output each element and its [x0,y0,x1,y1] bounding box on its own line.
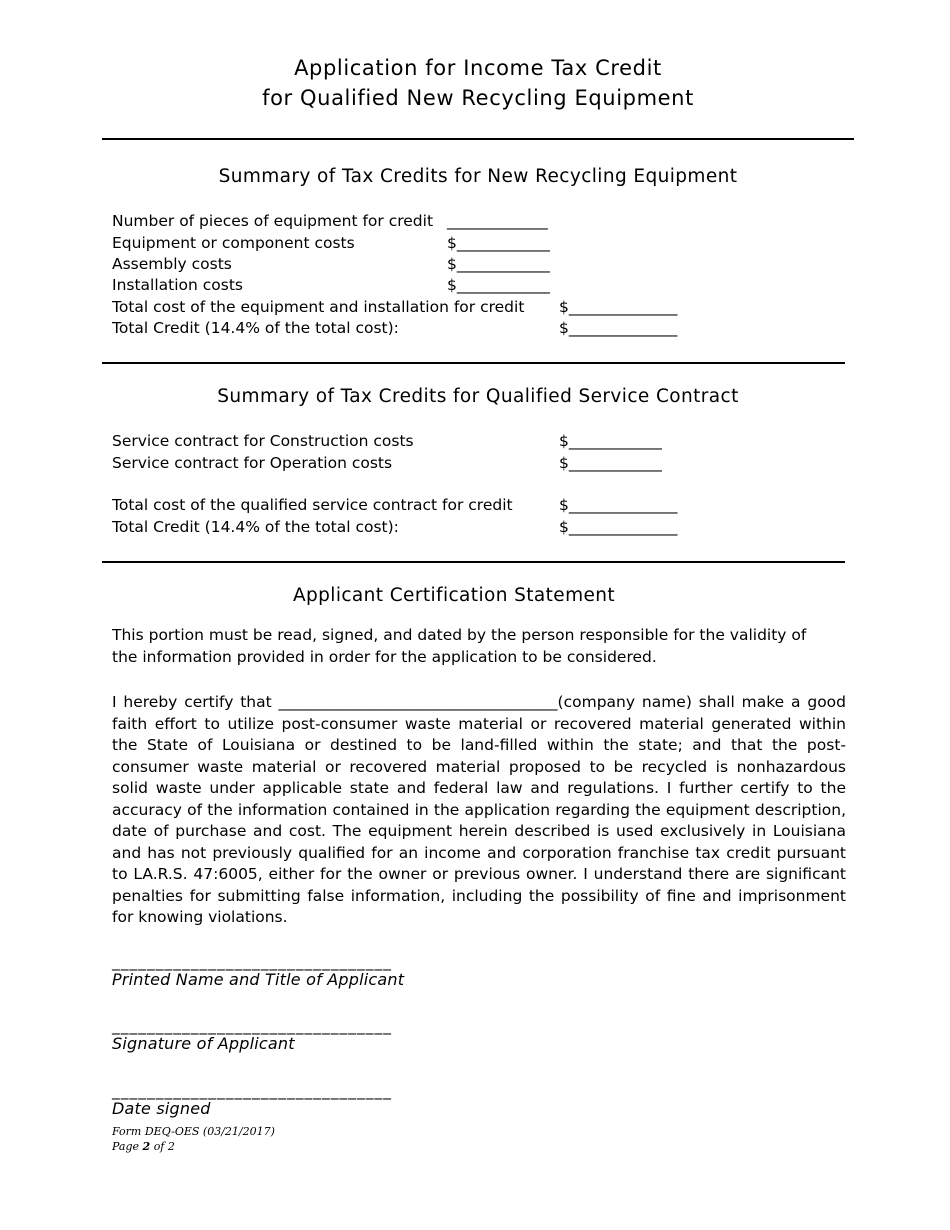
certification-heading: Applicant Certification Statement [292,585,616,606]
assembly-costs-label: Assembly costs [112,255,232,273]
construction-costs-label: Service contract for Construction costs [112,432,414,450]
page-number: 2 [142,1140,151,1153]
service-section-heading: Summary of Tax Credits for Qualified Service Contract [217,386,739,407]
printed-name-label: Printed Name and Title of Applicant [112,970,405,989]
equipment-total-credit-label: Total Credit (14.4% of the total cost): [112,319,399,337]
page-suffix: of 2 [153,1140,175,1153]
equipment-pieces-field[interactable]: _____________ [447,212,548,230]
equipment-costs-field[interactable]: $____________ [447,234,550,252]
equipment-costs-label: Equipment or component costs [112,234,355,252]
equipment-section-heading: Summary of Tax Credits for New Recycling Equipment [218,166,738,187]
section-divider-2 [102,561,845,563]
form-title-line-2: for Qualified New Recycling Equipment [262,86,694,110]
service-total-cost-field[interactable]: $______________ [559,496,678,514]
equipment-pieces-label: Number of pieces of equipment for credit [112,212,434,230]
section-divider-1 [102,362,845,364]
title-divider [102,138,854,140]
construction-costs-field[interactable]: $____________ [559,432,662,450]
page-indicator [112,1139,175,1154]
form-id: Form DEQ-OES (03/21/2017) [112,1125,275,1138]
date-signed-line[interactable]: ________________________________ [112,1082,392,1100]
installation-costs-label: Installation costs [112,276,244,294]
equipment-total-cost-field[interactable]: $______________ [559,298,678,316]
operation-costs-label: Service contract for Operation costs [112,454,393,472]
assembly-costs-field[interactable]: $____________ [447,255,550,273]
signature-label: Signature of Applicant [112,1034,295,1053]
operation-costs-field[interactable]: $____________ [559,454,662,472]
service-total-credit-field[interactable]: $______________ [559,518,678,536]
date-signed-label: Date signed [112,1099,211,1118]
signature-line[interactable]: ________________________________ [112,1017,392,1035]
installation-costs-field[interactable]: $____________ [447,276,550,294]
printed-name-line[interactable]: ________________________________ [112,953,392,971]
equipment-total-cost-label: Total cost of the equipment and installation for credit [112,298,525,316]
certification-intro-line-2: the information provided in order for the application to be considered. [112,648,657,666]
equipment-total-credit-field[interactable]: $______________ [559,319,678,337]
form-title-line-1: Application for Income Tax Credit [294,56,662,80]
service-total-cost-label: Total cost of the qualified service contract for credit [112,496,513,514]
page-prefix: Page [112,1140,140,1153]
service-total-credit-label: Total Credit (14.4% of the total cost): [112,518,399,536]
certification-intro-line-1: This portion must be read, signed, and dated by the person responsible for the validity of [112,626,807,644]
certification-statement: I hereby certify that ____________________________________(company name) shall make a good faith effort to utilize post-consumer waste material or recovered material generated within the State of Louisiana or destined to be land-filled within the state; and that the post-consumer waste material or recovered material proposed to be recycled is nonhazardous solid waste under applicable state and federal law and regulations. I further certify to the accuracy of the information contained in the application regarding the equipment description, date of purchase and cost. The equipment herein described is used exclusively in Louisiana and has not previously qualified for an income and corporation franchise tax credit pursuant to LA.R.S. 47:6005, either for the owner or previous owner. I understand there are significant penalties for submitting false information, including the possibility of fine and imprisonment for knowing violations. [112,693,846,926]
